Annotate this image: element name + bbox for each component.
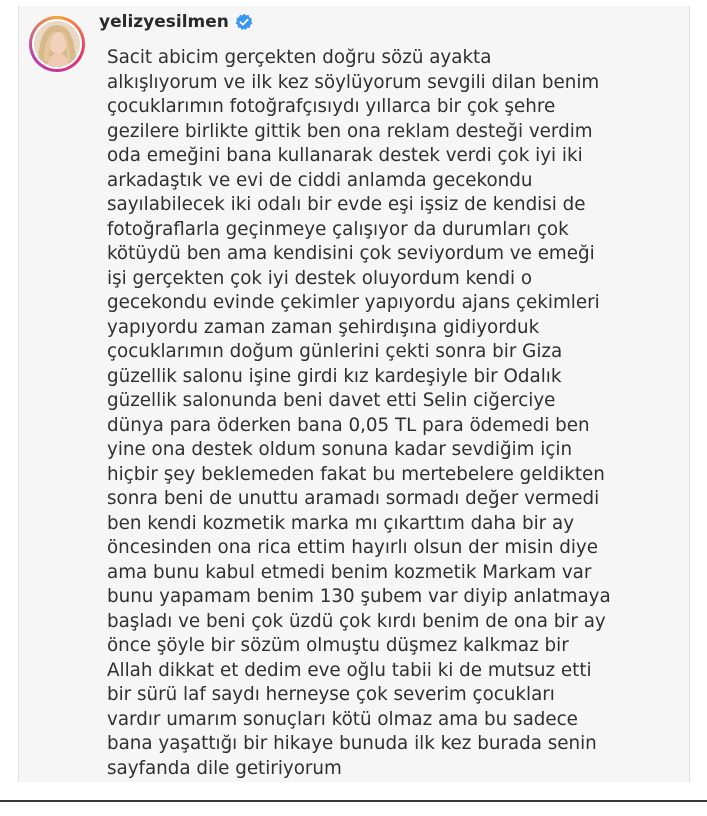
caption-line: fotoğraflarla geçinmeye çalışıyor da durumları çok <box>107 218 569 240</box>
caption-line: alkışlıyorum ve ilk kez söylüyorum sevgili dilan benim <box>107 71 600 93</box>
avatar-ring-gap <box>32 19 82 69</box>
caption-line: öncesinden ona rica ettim hayırlı olsun der misin diye <box>107 537 598 558</box>
avatar[interactable] <box>29 16 85 72</box>
caption-line: çocuklarımın doğum günlerini çekti sonra bir Giza <box>107 341 563 362</box>
caption-line: ben kendi kozmetik marka mı çıkarttım daha bir ay <box>107 512 575 534</box>
caption-line: bana yaşattığı bir hikaye bunuda ilk kez burada senin <box>107 733 597 754</box>
username-link[interactable]: yelizyesilmen <box>99 12 229 32</box>
caption-line: hiçbir şey beklemeden fakat bu mertebelere geldikten <box>107 463 605 485</box>
caption-line: işi gerçekten çok iyi destek oluyordum kendi o <box>107 267 533 289</box>
caption-line: gezilere birlikte gittik ben ona reklam desteği verdim <box>107 120 593 142</box>
caption-line: başladı ve beni çok üzdü çok kırdı benim de ona bir ay <box>107 610 606 632</box>
caption-line: Allah dikkat et dedim eve oğlu tabii ki de mutsuz etti <box>107 659 592 681</box>
caption-line: çocuklarımın fotoğrafçısıydı yıllarca bir çok şehre <box>107 96 556 117</box>
caption-line: güzellik salonu işine girdi kız kardeşiyle bir Odalık <box>107 365 562 387</box>
instagram-post-caption <box>18 6 690 782</box>
caption-line: arkadaştık ve evi de ciddi anlamda gecekondu <box>107 169 533 191</box>
caption-line: sonra beni de unuttu aramadı sormadı değer vermedi <box>107 488 600 509</box>
post-caption-text <box>107 46 697 781</box>
caption-line: yine ona destek oldum sonuna kadar sevdiğim için <box>107 439 573 460</box>
caption-line: sayılabilecek iki odalı bir evde eşi işsiz de kendisi de <box>107 194 586 215</box>
profile-photo-icon <box>34 21 80 67</box>
caption-line: kötüydü ben ama kendisini çok seviyordum ve emeği <box>107 243 595 264</box>
bottom-divider <box>0 800 707 802</box>
caption-line: sayfanda dile getiriyorum <box>107 757 342 779</box>
caption-line: dünya para öderken bana 0,05 TL para ödemedi ben <box>107 414 590 436</box>
avatar-photo <box>34 21 80 67</box>
verified-badge-icon <box>235 13 253 31</box>
caption-line: güzellik salonunda beni davet etti Selin ciğerciye <box>107 390 556 411</box>
caption-line: oda emeğini bana kullanarak destek verdi çok iyi iki <box>107 145 583 166</box>
caption-line: Sacit abicim gerçekten doğru sözü ayakta <box>107 47 492 68</box>
caption-line: gecekondu evinde çekimler yapıyordu ajans çekimleri <box>107 292 600 313</box>
caption-line: bir sürü laf saydı herneyse çok severim çocukları <box>107 684 555 705</box>
caption-line: vardır umarım sonuçları kötü olmaz ama bu sadece <box>107 708 578 730</box>
caption-line: önce şöyle bir sözüm olmuştu düşmez kalkmaz bir <box>107 635 569 656</box>
post-header <box>99 12 253 32</box>
caption-line: yapıyordu zaman zaman şehirdışına gidiyorduk <box>107 316 540 338</box>
caption-line: bunu yapamam benim 130 şubem var diyip anlatmaya <box>107 586 611 607</box>
caption-line: ama bunu kabul etmedi benim kozmetik Markam var <box>107 561 592 583</box>
